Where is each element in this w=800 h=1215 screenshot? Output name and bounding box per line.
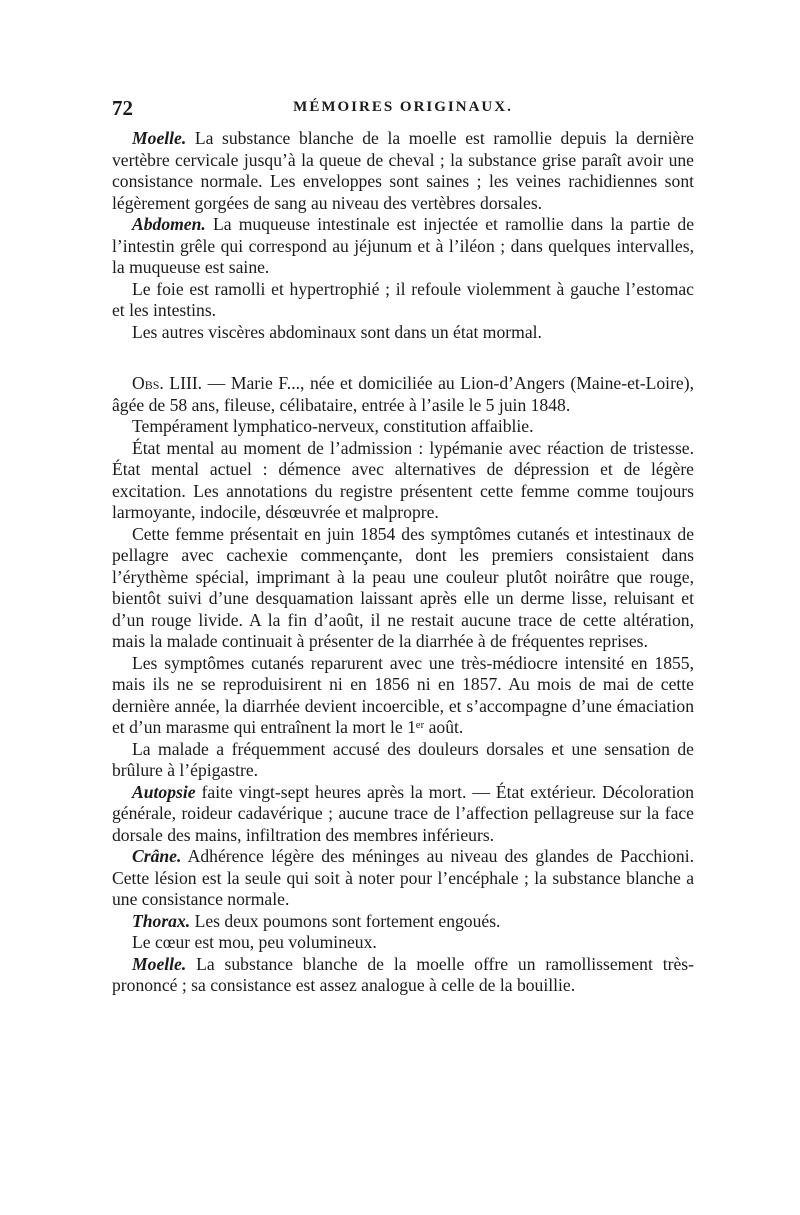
paragraph-etat-mental (112, 438, 694, 524)
paragraph-moelle (112, 128, 694, 214)
paragraph-text: Les deux poumons sont fortement engoués. (190, 910, 501, 931)
paragraph-text: État mental au moment de l’admission : lypémanie avec réaction de tristesse. État mental actuel : démence avec alternatives de dépression et de légère excitation. Les annotations du registre présentent cette femme comme toujours larmoyante, indocile, désœuvrée et malpropre. (112, 437, 694, 522)
paragraph-text: La substance blanche de la moelle offre un ramollissement très-prononcé ; sa consistance est assez analogue à celle de la bouillie. (112, 953, 694, 995)
paragraph-foie (112, 279, 694, 322)
paragraph-text: Le foie est ramolli et hypertrophié ; il refoule violemment à gauche l’estomac et les intestins. (112, 278, 694, 320)
observation-number: Obs. LIII. (132, 373, 203, 393)
paragraph-abdomen (112, 214, 694, 279)
paragraph-symptomes-1855 (112, 653, 694, 739)
paragraph-text: La malade a fréquemment accusé des douleurs dorsales et une sensation de brûlure à l’épigastre. (112, 738, 694, 780)
paragraph-text: Tempérament lymphatico-nerveux, constitution affaiblie. (132, 416, 534, 436)
paragraph-temperament (112, 416, 694, 438)
section-gap (112, 343, 694, 373)
paragraph-moelle-final (112, 954, 694, 997)
page-body (112, 128, 694, 997)
paragraph-text: Cette femme présentait en juin 1854 des symptômes cutanés et intestinaux de pellagre avec cachexie commençante, dont les premiers consistaient dans l’érythème spécial, imprimant à la peau une couleur plutôt noirâtre que rouge, bientôt suivi d’une desquamation laissant après elle un derme lisse, reluisant et d’un rouge livide. A la fin d’août, il ne restait aucune trace de cette altération, mais la malade continuait à présenter de la diarrhée à de fréquentes reprises. (112, 523, 694, 651)
paragraph-autopsie (112, 782, 694, 847)
paragraph-symptomes-1854 (112, 524, 694, 653)
section-label: Moelle. (132, 128, 187, 148)
paragraph-text: La substance blanche de la moelle est ramollie depuis la dernière vertèbre cervicale jusqu’à la queue de cheval ; la substance grise paraît avoir une consistance normale. Les enveloppes sont saines ; les veines rachidiennes sont légèrement gorgées de sang au niveau des vertèbres dorsales. (112, 128, 694, 213)
paragraph-observation-header (112, 373, 694, 416)
paragraph-visceres (112, 322, 694, 344)
running-title: MÉMOIRES ORIGINAUX. (293, 99, 513, 115)
paragraph-text: La muqueuse intestinale est injectée et ramollie dans la partie de l’intestin grêle qui correspond au jéjunum et à l’iléon ; dans quelques intervalles, la muqueuse est saine. (112, 214, 694, 277)
paragraph-coeur (112, 932, 694, 954)
paragraph-text: Le cœur est mou, peu volumineux. (132, 932, 377, 952)
paragraph-text: — Marie F..., née et domiciliée au Lion-d’Angers (Maine-et-Loire), âgée de 58 ans, fileuse, célibataire, entrée à l’asile le 5 juin 1848. (112, 373, 694, 415)
page-header (112, 96, 694, 122)
section-label: Autopsie (132, 781, 196, 802)
paragraph-text: Les symptômes cutanés reparurent avec une très-médiocre intensité en 1855, mais ils ne se reproduisirent ni en 1856 ni en 1857. Au mois de mai de cette dernière année, la diarrhée devient incoercible, et s’accompagne d’une émaciation et d’un marasme qui entraînent la mort le 1ᵉʳ août. (112, 652, 694, 737)
paragraph-text: Les autres viscères abdominaux sont dans un état mormal. (132, 321, 542, 342)
page-number: 72 (112, 96, 133, 120)
paragraph-text: faite vingt-sept heures après la mort. — État extérieur. Décoloration générale, roideur cadavérique ; aucune trace de l’affection pellagreuse sur la face dorsale des mains, infiltration des membres inférieurs. (112, 781, 694, 845)
paragraph-douleurs (112, 739, 694, 782)
section-label: Thorax. (132, 910, 191, 931)
paragraph-thorax (112, 911, 694, 933)
paragraph-crane (112, 846, 694, 911)
paragraph-text: Adhérence légère des méninges au niveau des glandes de Pacchioni. Cette lésion est la seule qui soit à noter pour l’encéphale ; la substance blanche a une consistance normale. (112, 846, 694, 909)
section-label: Abdomen. (132, 214, 206, 234)
section-label: Crâne. (132, 846, 182, 866)
section-label: Moelle. (132, 953, 187, 974)
